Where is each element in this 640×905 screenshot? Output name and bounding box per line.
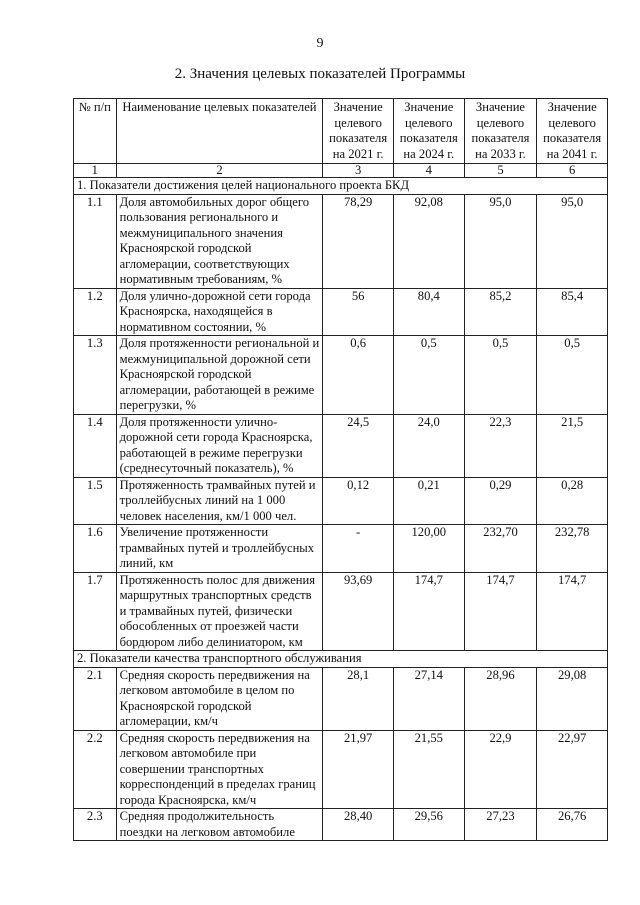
row-name: Протяженность трамвайных путей и троллейбусных линий на 1 000 человек населения, км/1 000 чел. — [116, 477, 323, 525]
section-row — [74, 178, 608, 195]
value-2024: 92,08 — [393, 194, 464, 288]
value-2033: 0,29 — [464, 477, 537, 525]
value-2021: 56 — [323, 288, 394, 336]
value-2033: 232,70 — [464, 525, 537, 573]
value-2024: 0,5 — [393, 336, 464, 415]
header-number: № п/п — [74, 99, 117, 164]
section-title: 1. Показатели достижения целей национального проекта БКД — [74, 178, 608, 195]
value-2041: 22,97 — [537, 730, 608, 809]
value-2033: 95,0 — [464, 194, 537, 288]
value-2024: 174,7 — [393, 572, 464, 651]
table-row — [74, 288, 608, 336]
header-2021: Значение целевого показателя на 2021 г. — [323, 99, 394, 164]
table-row — [74, 194, 608, 288]
value-2041: 21,5 — [537, 414, 608, 477]
page-title: 2. Значения целевых показателей Программы — [174, 66, 466, 82]
value-2033: 22,3 — [464, 414, 537, 477]
row-name: Доля протяженности региональной и межмуниципальной дорожной сети Красноярской городской агломерации, работающей в режиме перегрузки, % — [116, 336, 323, 415]
value-2024: 80,4 — [393, 288, 464, 336]
column-number: 6 — [537, 164, 608, 178]
row-number: 1.6 — [74, 525, 117, 573]
row-name: Доля улично-дорожной сети города Красноярска, находящейся в нормативном состоянии, % — [116, 288, 323, 336]
table-row — [74, 336, 608, 415]
value-2041: 95,0 — [537, 194, 608, 288]
value-2041: 85,4 — [537, 288, 608, 336]
row-name: Средняя скорость передвижения на легковом автомобиле при совершении транспортных корреспонденций в пределах границ города Красноярска, км/ч — [116, 730, 323, 809]
value-2021: 93,69 — [323, 572, 394, 651]
value-2021: 21,97 — [323, 730, 394, 809]
header-row — [74, 99, 608, 164]
row-name: Доля автомобильных дорог общего пользования регионального и межмуниципального значения Красноярской городской агломерации, соответствующих нормативным требованиям, % — [116, 194, 323, 288]
table-row — [74, 477, 608, 525]
row-number: 2.3 — [74, 809, 117, 841]
row-number: 2.2 — [74, 730, 117, 809]
table-row — [74, 809, 608, 841]
column-number: 1 — [74, 164, 117, 178]
table-row — [74, 667, 608, 730]
value-2024: 120,00 — [393, 525, 464, 573]
value-2033: 85,2 — [464, 288, 537, 336]
row-name: Средняя скорость передвижения на легковом автомобиле в целом по Красноярской городской агломерации, км/ч — [116, 667, 323, 730]
row-name: Увеличение протяженности трамвайных путей и троллейбусных линий, км — [116, 525, 323, 573]
value-2024: 21,55 — [393, 730, 464, 809]
section-title: 2. Показатели качества транспортного обслуживания — [74, 651, 608, 668]
header-2033: Значение целевого показателя на 2033 г. — [464, 99, 537, 164]
value-2021: 28,1 — [323, 667, 394, 730]
row-number: 1.3 — [74, 336, 117, 415]
value-2021: 78,29 — [323, 194, 394, 288]
header-name: Наименование целевых показателей — [116, 99, 323, 164]
value-2021: 0,12 — [323, 477, 394, 525]
row-number: 1.2 — [74, 288, 117, 336]
value-2033: 0,5 — [464, 336, 537, 415]
row-name: Протяженность полос для движения маршрутных транспортных средств и трамвайных путей, физически обособленных от проезжей части бордюром либо делиниатором, км — [116, 572, 323, 651]
value-2033: 28,96 — [464, 667, 537, 730]
table-row — [74, 730, 608, 809]
indicators-table — [73, 98, 608, 841]
header-2024: Значение целевого показателя на 2024 г. — [393, 99, 464, 164]
value-2024: 29,56 — [393, 809, 464, 841]
column-number: 5 — [464, 164, 537, 178]
value-2041: 174,7 — [537, 572, 608, 651]
value-2024: 27,14 — [393, 667, 464, 730]
value-2024: 0,21 — [393, 477, 464, 525]
page-number: 9 — [316, 36, 324, 51]
value-2033: 27,23 — [464, 809, 537, 841]
row-number: 2.1 — [74, 667, 117, 730]
column-number: 2 — [116, 164, 323, 178]
row-name: Средняя продолжительность поездки на легковом автомобиле — [116, 809, 323, 841]
column-number: 4 — [393, 164, 464, 178]
value-2021: 28,40 — [323, 809, 394, 841]
value-2041: 29,08 — [537, 667, 608, 730]
value-2041: 0,5 — [537, 336, 608, 415]
value-2024: 24,0 — [393, 414, 464, 477]
column-number-row — [74, 164, 608, 178]
row-number: 1.4 — [74, 414, 117, 477]
value-2033: 174,7 — [464, 572, 537, 651]
row-number: 1.7 — [74, 572, 117, 651]
row-number: 1.1 — [74, 194, 117, 288]
table-row — [74, 525, 608, 573]
header-2041: Значение целевого показателя на 2041 г. — [537, 99, 608, 164]
value-2041: 232,78 — [537, 525, 608, 573]
value-2021: - — [323, 525, 394, 573]
value-2033: 22,9 — [464, 730, 537, 809]
row-number: 1.5 — [74, 477, 117, 525]
value-2021: 24,5 — [323, 414, 394, 477]
value-2021: 0,6 — [323, 336, 394, 415]
section-row — [74, 651, 608, 668]
value-2041: 0,28 — [537, 477, 608, 525]
table-row — [74, 572, 608, 651]
row-name: Доля протяженности улично-дорожной сети города Красноярска, работающей в режиме перегрузки (среднесуточный показатель), % — [116, 414, 323, 477]
value-2041: 26,76 — [537, 809, 608, 841]
column-number: 3 — [323, 164, 394, 178]
table-row — [74, 414, 608, 477]
